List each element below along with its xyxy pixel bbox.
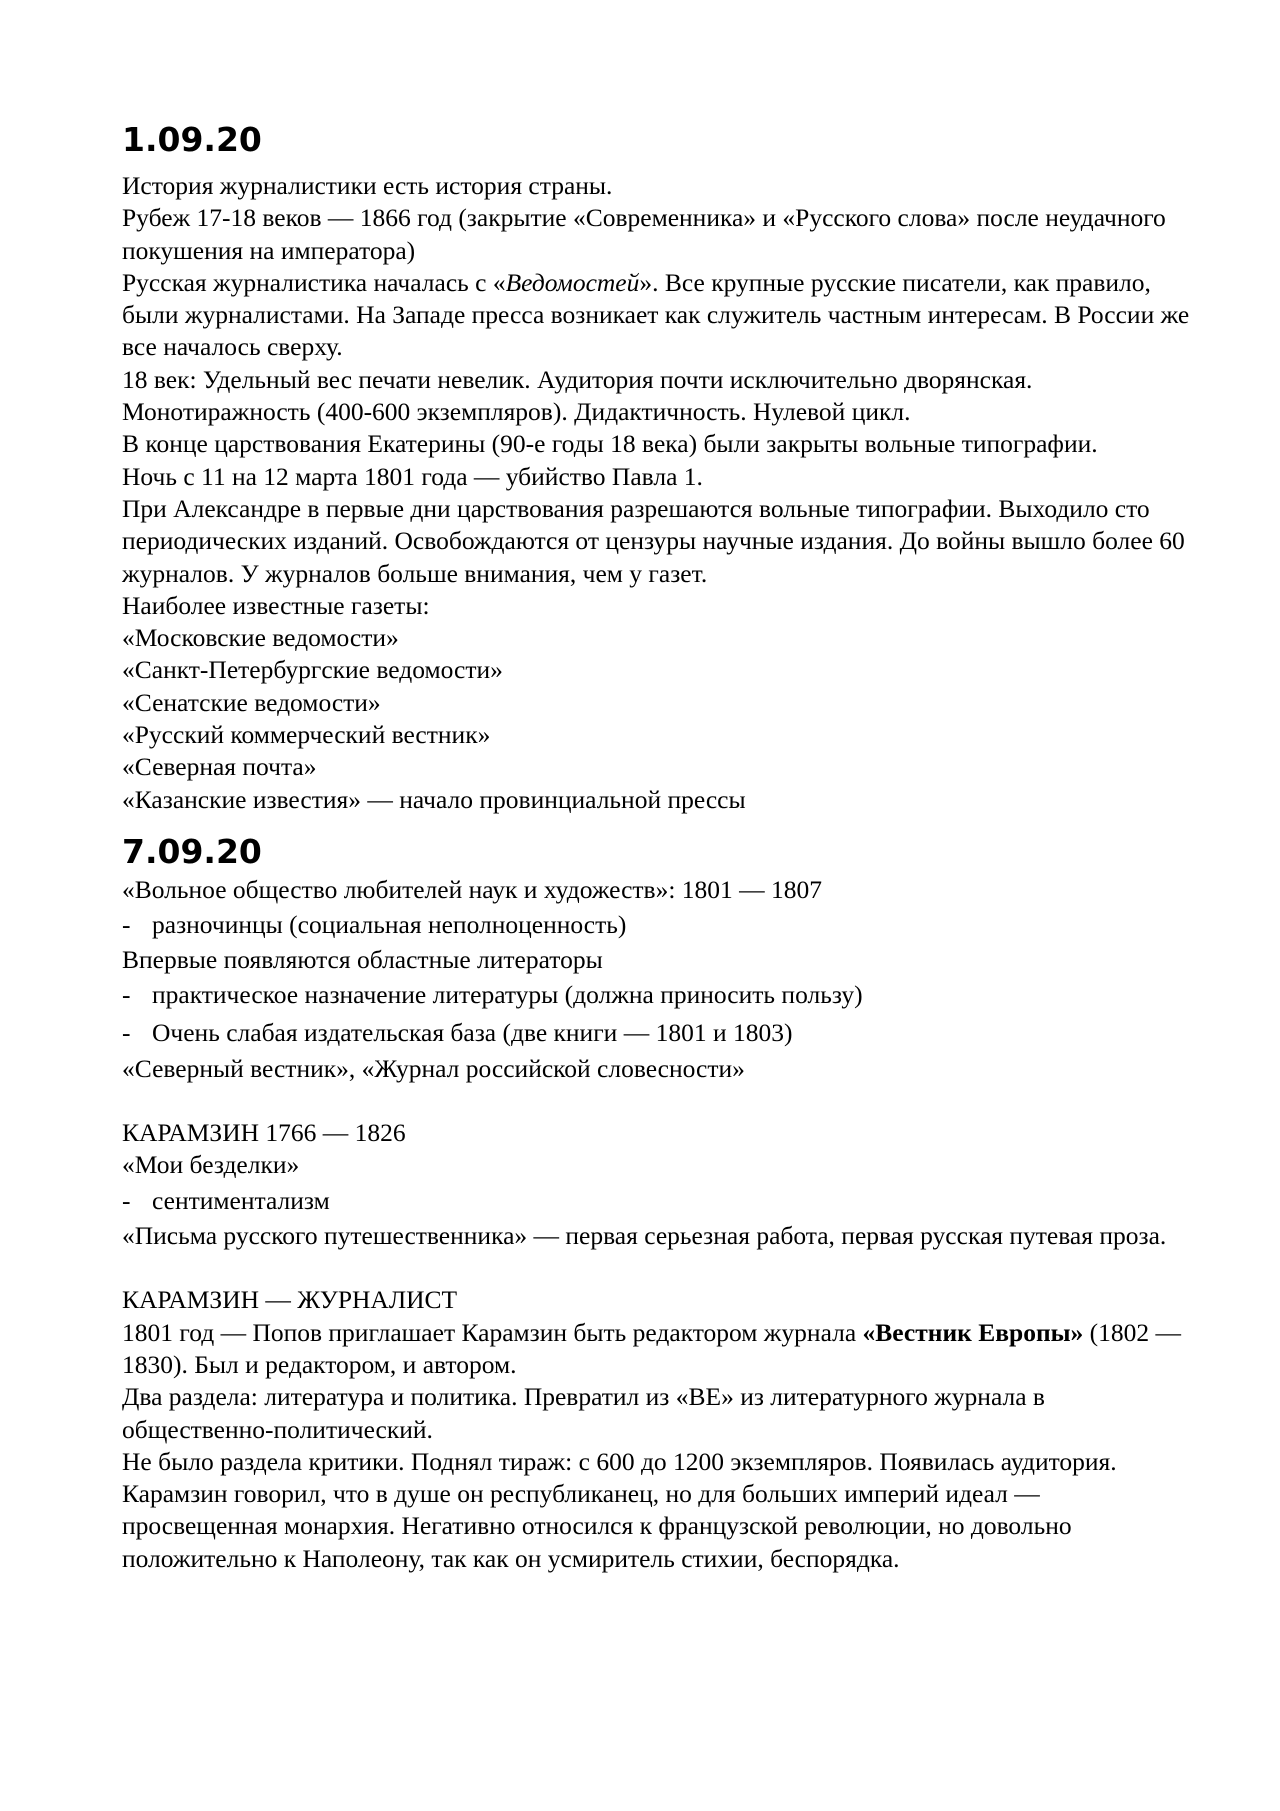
paragraph: Два раздела: литература и политика. Превратил из «ВЕ» из литературного журнала в общественно-политический. xyxy=(122,1382,1045,1444)
bullet-item xyxy=(122,1182,1192,1220)
paragraph xyxy=(122,267,1192,364)
paragraph: Карамзин говорил, что в душе он республиканец, но для больших империй идеал — просвещенная монархия. Негативно относился к французской революции, но довольно положительно к Наполеону, так как он усмиритель стихии, беспорядка. xyxy=(122,1479,1072,1573)
paragraph: «Письма русского путешественника» — первая серьезная работа, первая русская путевая проза. xyxy=(122,1220,1167,1250)
bullet-item xyxy=(122,977,1192,1015)
text-run: 1801 год — Попов приглашает Карамзин быть редактором журнала xyxy=(122,1317,863,1347)
text-run: ». Все крупные русские писатели, как правило, были журналистами. На Западе пресса возникает как служитель частным интересам. В России же все началось сверху. xyxy=(122,267,1190,362)
bullet-item xyxy=(122,1015,1192,1053)
blank-line xyxy=(122,1085,1192,1117)
paragraph xyxy=(122,1317,1192,1382)
text-run: Русская журналистика началась с « xyxy=(122,267,506,297)
bullet-text: практическое назначение литературы (должна приносить пользу) xyxy=(152,980,863,1010)
newspaper-item: «Санкт-Петербургские ведомости» xyxy=(122,655,503,685)
paragraph: История журналистики есть история страны. xyxy=(122,171,613,200)
paragraph: «Вольное общество любителей наук и художеств»: 1801 — 1807 xyxy=(122,874,823,904)
dash-bullet: - xyxy=(122,980,131,1010)
subsection-title: КАРАМЗИН — ЖУРНАЛИСТ xyxy=(122,1285,458,1315)
paragraph: В конце царствования Екатерины (90-е годы 18 века) были закрыты вольные типографии. xyxy=(122,429,1098,459)
paragraph: 18 век: Удельный вес печати невелик. Аудитория почти исключительно дворянская. Монотиражность (400-600 экземпляров). Дидактичность. Нулевой цикл. xyxy=(122,364,1033,427)
paragraph: Впервые появляются областные литераторы xyxy=(122,945,603,975)
paragraph: Рубеж 17-18 веков — 1866 год (закрытие «Современника» и «Русского слова» после неудачного покушения на императора) xyxy=(122,203,1166,265)
dash-bullet: - xyxy=(122,910,131,940)
dash-bullet: - xyxy=(122,1018,131,1048)
bold-text: «Вестник Европы» xyxy=(862,1317,1084,1347)
paragraph: «Северный вестник», «Журнал российской словесности» xyxy=(122,1053,745,1083)
subsection-title: КАРАМЗИН 1766 — 1826 xyxy=(122,1118,406,1148)
italic-text: Ведомостей xyxy=(505,267,640,297)
bullet-text: разночинцы (социальная неполноценность) xyxy=(152,910,627,940)
newspaper-item: «Сенатские ведомости» xyxy=(122,687,381,717)
newspaper-item: «Русский коммерческий вестник» xyxy=(122,720,491,750)
text-run: (1802 —1830). Был и редактором, и автором. xyxy=(122,1317,1182,1379)
paragraph: Ночь с 11 на 12 марта 1801 года — убийство Павла 1. xyxy=(122,461,703,491)
newspaper-item: «Московские ведомости» xyxy=(122,623,399,653)
paragraph: «Мои безделки» xyxy=(122,1150,300,1180)
paragraph: Наиболее известные газеты: xyxy=(122,590,430,620)
newspaper-item: «Казанские известия» — начало провинциальной прессы xyxy=(122,784,746,814)
newspaper-item: «Северная почта» xyxy=(122,752,317,782)
section-date-heading: 7.09.20 xyxy=(122,831,262,871)
paragraph: Не было раздела критики. Поднял тираж: с 600 до 1200 экземпляров. Появилась аудитория. xyxy=(122,1446,1117,1476)
bullet-item xyxy=(122,906,1192,944)
section-date-heading: 1.09.20 xyxy=(122,120,262,159)
blank-line xyxy=(122,1252,1192,1284)
bullet-text: сентиментализм xyxy=(152,1185,330,1215)
dash-bullet: - xyxy=(122,1185,131,1215)
document-page xyxy=(122,118,1192,1575)
paragraph: При Александре в первые дни царствования разрешаются вольные типографии. Выходило сто периодических изданий. Освобождаются от цензуры научные издания. До войны вышло более 60 журналов. У журналов больше внимания, чем у газет. xyxy=(122,493,1185,588)
bullet-text: Очень слабая издательская база (две книги — 1801 и 1803) xyxy=(152,1018,793,1048)
